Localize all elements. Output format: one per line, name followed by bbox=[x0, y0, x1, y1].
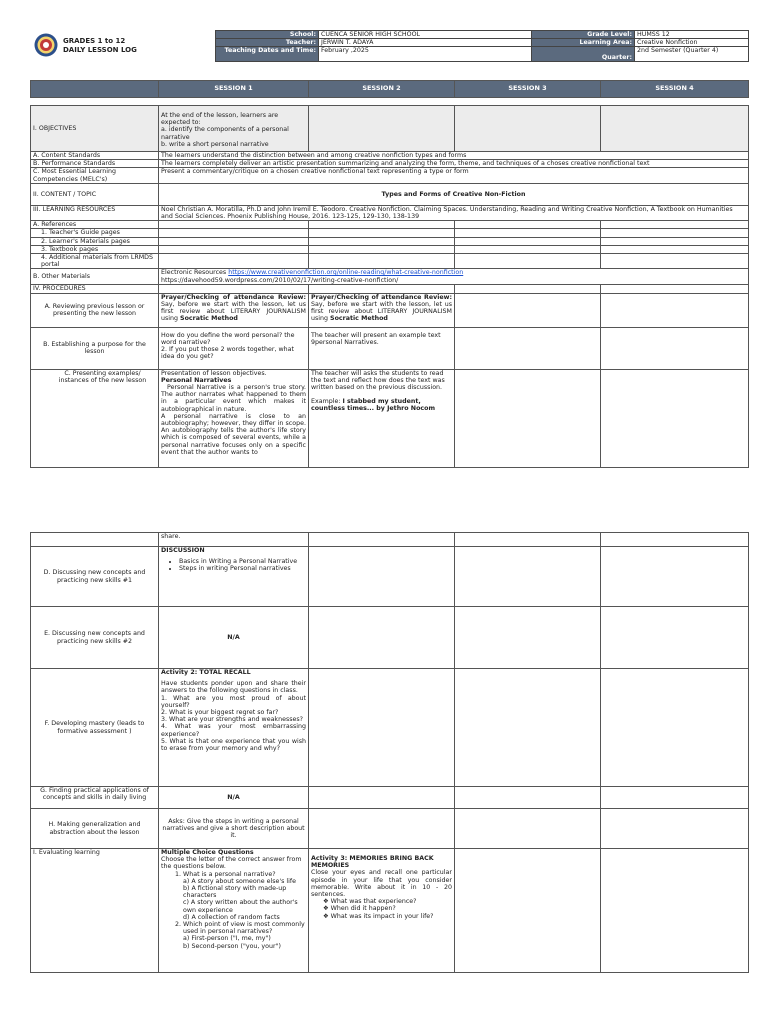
mastery-s1 bbox=[159, 669, 309, 787]
review-s2-text: Say, before we start with the lesson, let us first review about LITERARY JOURNALISM using bbox=[311, 300, 452, 323]
discussion1-item: • Basics in Writing a Personal Narrative bbox=[179, 558, 306, 565]
objectives-label: I. OBJECTIVES bbox=[31, 106, 159, 152]
content-topic-label: II. CONTENT / TOPIC bbox=[31, 183, 159, 205]
review-s1 bbox=[159, 293, 309, 327]
teacher-value: JERWIN T. ADAYA bbox=[319, 39, 532, 47]
application-label: G. Finding practical applications of concepts and skills in daily living bbox=[31, 787, 159, 809]
mastery-title: Activity 2: TOTAL RECALL bbox=[161, 669, 251, 676]
quarter-value: 2nd Semester (Quarter 4) bbox=[635, 47, 749, 62]
session-corner bbox=[31, 81, 159, 98]
evaluation-q1-opt: c) A story written about the author's own experience bbox=[183, 899, 298, 914]
evaluation-s2-title: Activity 3: MEMORIES BRING BACK MEMORIES bbox=[311, 855, 434, 870]
objectives-s1: At the end of the lesson, learners are expected to: a. identify the components of a personal narrative b. write a short personal narrative bbox=[159, 106, 309, 152]
grade-label: Grade Level: bbox=[532, 31, 635, 39]
evaluation-q1 bbox=[183, 871, 306, 921]
examples-s1-intro: Presentation of lesson objectives. bbox=[161, 369, 267, 377]
application-s1: N/A bbox=[159, 787, 309, 809]
resource-link-2[interactable]: https://davehood59.wordpress.com/2010/02/17/writing-creative-nonfiction/ bbox=[161, 276, 399, 284]
evaluation-s2-item bbox=[323, 905, 452, 912]
title-line-1: GRADES 1 to 12 bbox=[63, 37, 126, 45]
lm-label: 2. Learner's Materials pages bbox=[31, 237, 159, 245]
area-value: Creative Nonfiction bbox=[635, 39, 749, 47]
evaluation-q2-text: Which point of view is most commonly used in personal narratives? bbox=[183, 921, 305, 936]
other-materials-label: B. Other Materials bbox=[31, 269, 159, 285]
grade-value: HUMSS 12 bbox=[635, 31, 749, 39]
evaluation-s1 bbox=[159, 849, 309, 973]
discussion1-label: D. Discussing new concepts and practicing new skills #1 bbox=[31, 547, 159, 607]
evaluation-label: I. Evaluating learning bbox=[31, 849, 159, 973]
examples-s1 bbox=[159, 369, 309, 467]
examples-label: C. Presenting examples/ instances of the new lesson bbox=[31, 369, 159, 467]
purpose-label: B. Establishing a purpose for the lesson bbox=[31, 327, 159, 369]
evaluation-s2 bbox=[309, 849, 455, 973]
performance-standards-label: B. Performance Standards bbox=[31, 160, 159, 168]
evaluation-q1-opt: a) A story about someone else's life bbox=[183, 877, 296, 885]
tg-label: 1. Teacher's Guide pages bbox=[31, 229, 159, 237]
diamond-bullet-icon: ❖ bbox=[323, 912, 331, 920]
evaluation-s2-item-text: What was that experience? bbox=[330, 898, 417, 906]
other-intro: Electronic Resources bbox=[161, 269, 227, 277]
session-1-heading: SESSION 1 bbox=[159, 81, 309, 98]
quarter-label: Quarter: bbox=[532, 47, 635, 62]
evaluation-s2-item bbox=[323, 898, 452, 905]
review-s1-text: Say, before we start with the lesson, let us first review about LITERARY JOURNALISM using bbox=[161, 300, 306, 323]
examples-s1-title: Personal Narratives bbox=[161, 376, 232, 384]
discussion2-label: E. Discussing new concepts and practicing new skills #2 bbox=[31, 607, 159, 669]
resource-link-1[interactable]: https://www.creativenonfiction.org/online-reading/what-creative-nonfiction bbox=[228, 269, 464, 277]
evaluation-s2-text: Close your eyes and recall one particular episode in your life that you consider memorable. Write about it in 10 - 20 sentences. bbox=[311, 869, 452, 899]
dates-label: Teaching Dates and Time: bbox=[216, 47, 319, 62]
diamond-bullet-icon: ❖ bbox=[323, 905, 331, 913]
evaluation-s2-item-text: What was its impact in your life? bbox=[330, 912, 434, 920]
evaluation-s1-intro: Choose the letter of the correct answer from the questions below. bbox=[161, 856, 302, 871]
dates-value: February ,2025 bbox=[319, 47, 532, 62]
mastery-text: Have students ponder upon and share their answers to the following questions in class. 1. What are you most proud of about yourself? 2. What is your biggest regret so far? 3. What are your strengths and weaknesses? 4. What was your most embarrassing experience? 5. What is that one experience that you wish to erase from your memory and why? bbox=[161, 680, 306, 753]
area-label: Learning Area: bbox=[532, 39, 635, 47]
deped-seal bbox=[34, 33, 58, 57]
purpose-s2: The teacher will present an example text 9personal Narratives. bbox=[309, 327, 455, 369]
discussion1-item: • Steps in writing Personal narratives bbox=[179, 565, 306, 572]
session-header bbox=[30, 80, 749, 98]
discussion1-s1 bbox=[159, 547, 309, 607]
header-table bbox=[215, 30, 749, 62]
school-value: CUENCA SENIOR HIGH SCHOOL bbox=[319, 31, 532, 39]
session-3-heading: SESSION 3 bbox=[455, 81, 601, 98]
discussion1-title: DISCUSSION bbox=[161, 547, 205, 554]
teacher-label: Teacher: bbox=[216, 39, 319, 47]
review-s1-bold: Prayer/Checking of attendance Review: bbox=[161, 293, 306, 301]
review-label: A. Reviewing previous lesson or presenting the new lesson bbox=[31, 293, 159, 327]
diamond-bullet-icon: ❖ bbox=[323, 898, 331, 906]
evaluation-q1-text: What is a personal narrative? bbox=[183, 870, 276, 878]
review-s2-bold: Prayer/Checking of attendance Review: bbox=[311, 293, 452, 301]
procedures-label: IV. PROCEDURES bbox=[31, 285, 159, 293]
generalization-s1: Asks: Give the steps in writing a personal narratives and give a short description about it. bbox=[159, 809, 309, 849]
examples-s2 bbox=[309, 369, 455, 467]
examples-s2-title: I stabbed my student, countless times... by Jethro Nocom bbox=[311, 398, 436, 413]
evaluation-q1-opt: b) A fictional story with made-up characters bbox=[183, 885, 287, 900]
title-line-2: DAILY LESSON LOG bbox=[63, 46, 137, 54]
lesson-table-page1 bbox=[30, 105, 749, 468]
purpose-s1: How do you define the word personal? the word narrative? 2. If you put those 2 words together, what idea do you get? bbox=[159, 327, 309, 369]
resources: Noel Christian A. Moratilla, Ph.D and John Iremil E. Teodoro. Creative Nonfiction. Claiming Spaces. Understanding, Reading and Writing Creative Nonfiction, A Textbook on Humanities and Social Sciences. Phoenix Publishing House, 2016. 123-125, 129-130, 138-139 bbox=[159, 205, 749, 220]
mastery-label: F. Developing mastery (leads to formative assessment ) bbox=[31, 669, 159, 787]
examples-s2-text: The teacher will asks the students to read the text and reflect how does the text was written based on the previous discussion. bbox=[311, 369, 445, 392]
evaluation-s2-item bbox=[323, 913, 452, 920]
content-topic: Types and Forms of Creative Non-Fiction bbox=[159, 183, 749, 205]
review-s1-tail: Socratic Method bbox=[180, 315, 238, 323]
evaluation-q2 bbox=[183, 921, 306, 950]
session-2-heading: SESSION 2 bbox=[309, 81, 455, 98]
continued-share: share. bbox=[159, 533, 309, 547]
examples-s1-text: Personal Narrative is a person's true story. The author narrates what happened to them in a particular event which makes it autobiographical in nature. A personal narrative is close to an autobiography; however, they differ in scope. An autobiography tells the author's life story which is composed of several events, while a personal narrative focuses only on a specific event that the author wants to bbox=[161, 384, 306, 456]
resources-label: III. LEARNING RESOURCES bbox=[31, 205, 159, 220]
generalization-label: H. Making generalization and abstraction about the lesson bbox=[31, 809, 159, 849]
content-standards: The learners understand the distinction between and among creative nonfiction types and forms bbox=[159, 152, 749, 160]
other-materials bbox=[159, 269, 749, 285]
lrmds-label: 4. Additional materials from LRMDS portal bbox=[31, 254, 159, 269]
performance-standards: The learners completely deliver an artistic presentation summarizing and analyzing the form, theme, and techniques of a choses creative nonfictional text bbox=[159, 160, 749, 168]
melc: Present a commentary/critique on a chosen creative nonfictional text representing a type or form bbox=[159, 168, 749, 183]
content-standards-label: A. Content Standards bbox=[31, 152, 159, 160]
evaluation-q1-opt: d) A collection of random facts bbox=[183, 913, 280, 921]
evaluation-q2-opt: a) First-person ("I, me, my") bbox=[183, 935, 271, 943]
evaluation-s1-title: Multiple Choice Questions bbox=[161, 849, 254, 856]
evaluation-q2-opt: b) Second-person ("you, your") bbox=[183, 942, 281, 950]
melc-label: C. Most Essential Learning Competencies (MELC's) bbox=[31, 168, 159, 183]
tb-label: 3. Textbook pages bbox=[31, 245, 159, 253]
review-s2 bbox=[309, 293, 455, 327]
examples-s2-example: Example: bbox=[311, 398, 341, 406]
review-s2-tail: Socratic Method bbox=[330, 315, 388, 323]
evaluation-s2-item-text: When did it happen? bbox=[330, 905, 396, 913]
session-4-heading: SESSION 4 bbox=[601, 81, 749, 98]
references-label: A. References bbox=[31, 221, 159, 229]
lesson-table-page2 bbox=[30, 532, 749, 973]
school-label: School: bbox=[216, 31, 319, 39]
discussion2-s1: N/A bbox=[159, 607, 309, 669]
